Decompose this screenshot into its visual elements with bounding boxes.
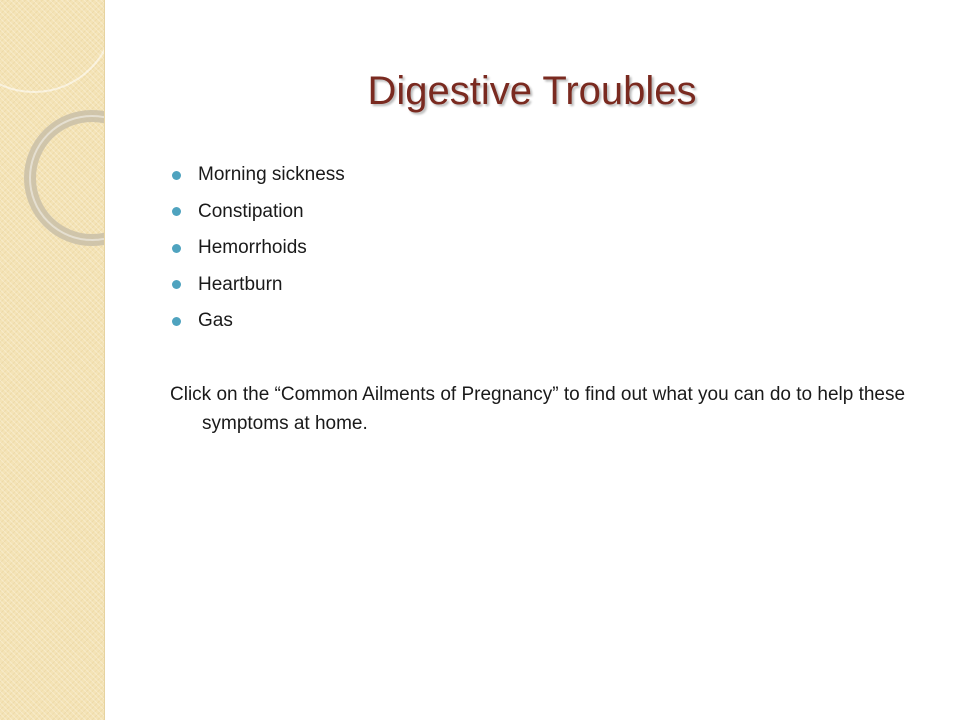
bullet-text: Hemorrhoids xyxy=(198,237,307,259)
bullet-text: Gas xyxy=(198,310,233,332)
bullet-text: Heartburn xyxy=(198,273,283,295)
list-item xyxy=(172,157,345,194)
bullet-dot-icon xyxy=(172,317,181,326)
instruction-text: Click on the “Common Ailments of Pregnancy” to find out what you can do to help these symptoms at home. xyxy=(170,384,906,434)
decorative-side-band xyxy=(0,0,105,720)
list-item xyxy=(172,267,345,304)
list-item xyxy=(172,303,345,340)
bullet-dot-icon xyxy=(172,171,181,180)
bullet-dot-icon xyxy=(172,244,181,253)
bullet-text: Morning sickness xyxy=(198,164,345,186)
bullet-list xyxy=(172,157,345,340)
ring-decoration-icon xyxy=(0,0,104,720)
list-item xyxy=(172,194,345,231)
bullet-dot-icon xyxy=(172,207,181,216)
bullet-dot-icon xyxy=(172,280,181,289)
slide-title: Digestive Troubles xyxy=(367,69,697,113)
bullet-text: Constipation xyxy=(198,200,304,222)
list-item xyxy=(172,230,345,267)
